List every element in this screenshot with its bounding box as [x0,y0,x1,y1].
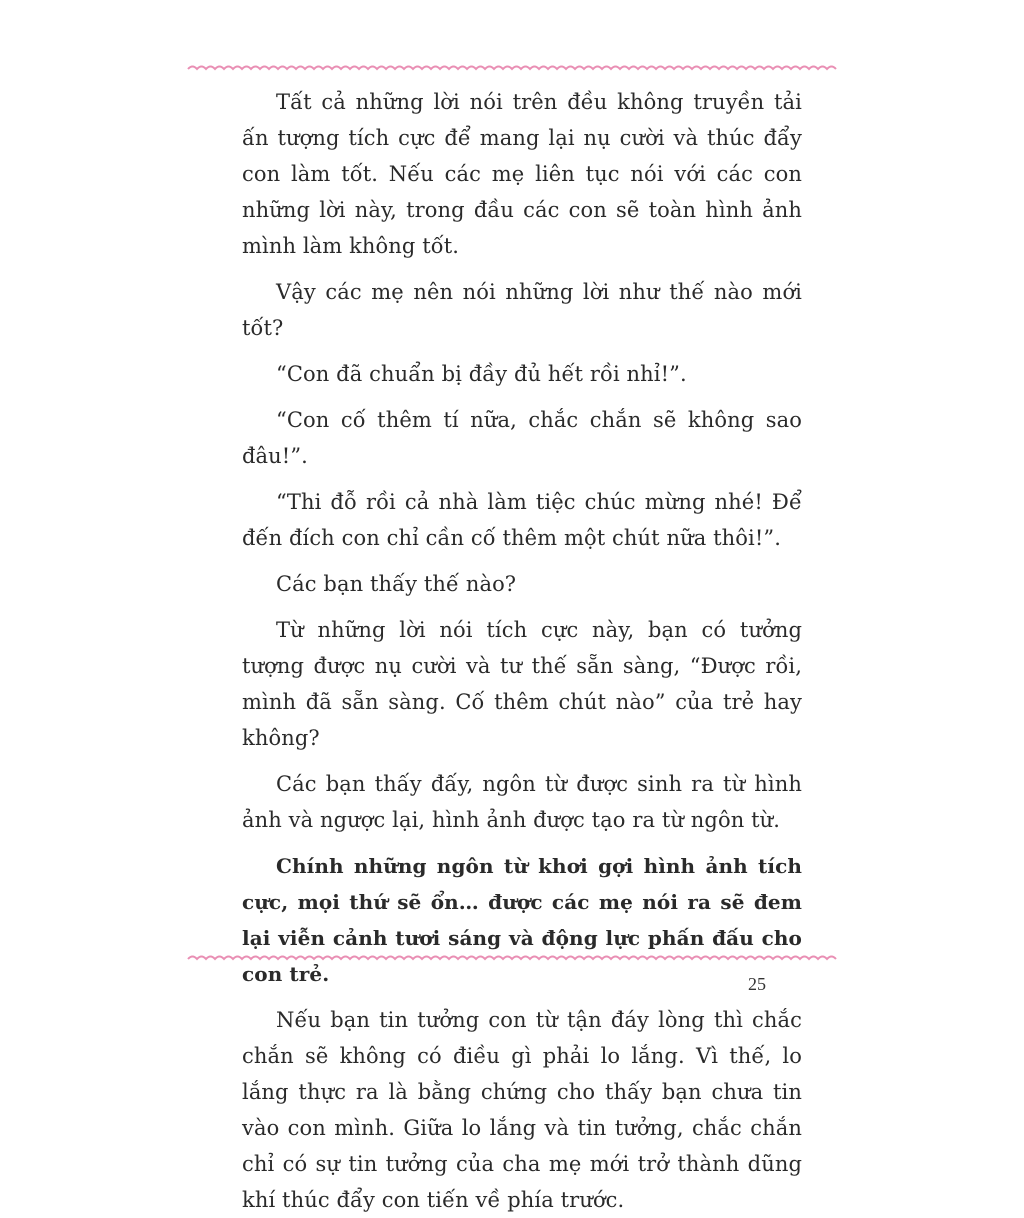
paragraph-2: Vậy các mẹ nên nói những lời như thế nào mới tốt? [242,280,802,340]
top-wavy-border [188,60,836,74]
bottom-wavy-border [188,950,836,964]
paragraph-6: Các bạn thấy thế nào? [276,572,517,596]
page-number: 25 [748,974,766,994]
paragraph-5: “Thi đỗ rồi cả nhà làm tiệc chúc mừng nhé! Để đến đích con chỉ cần cố thêm một chút nữa thôi!”. [242,490,802,550]
paragraph-10: Nếu bạn tin tưởng con từ tận đáy lòng thì chắc chắn sẽ không có điều gì phải lo lắng. Vì thế, lo lắng thực ra là bằng chứng cho thấy bạn chưa tin vào con mình. Giữa lo lắng và tin tưởng, chắc chắn chỉ có sự tin tưởng của cha mẹ mới trở thành dũng khí thúc đẩy con tiến về phía trước. [242,1008,802,1212]
paragraph-7: Từ những lời nói tích cực này, bạn có tưởng tượng được nụ cười và tư thế sẵn sàng, “Được rồi, mình đã sẵn sàng. Cố thêm chút nào” của trẻ hay không? [242,618,802,750]
paragraph-4: “Con cố thêm tí nữa, chắc chắn sẽ không sao đâu!”. [242,408,802,468]
page-content [242,84,802,1218]
paragraph-3: “Con đã chuẩn bị đầy đủ hết rồi nhỉ!”. [276,362,687,386]
paragraph-emphasis: Chính những ngôn từ khơi gợi hình ảnh tích cực, mọi thứ sẽ ổn… được các mẹ nói ra sẽ đem lại viễn cảnh tươi sáng và động lực phấn đấu cho con trẻ. [242,854,802,986]
paragraph-8: Các bạn thấy đấy, ngôn từ được sinh ra từ hình ảnh và ngược lại, hình ảnh được tạo ra từ ngôn từ. [242,772,802,832]
paragraph-1: Tất cả những lời nói trên đều không truyền tải ấn tượng tích cực để mang lại nụ cười và thúc đẩy con làm tốt. Nếu các mẹ liên tục nói với các con những lời này, trong đầu các con sẽ toàn hình ảnh mình làm không tốt. [242,90,802,258]
